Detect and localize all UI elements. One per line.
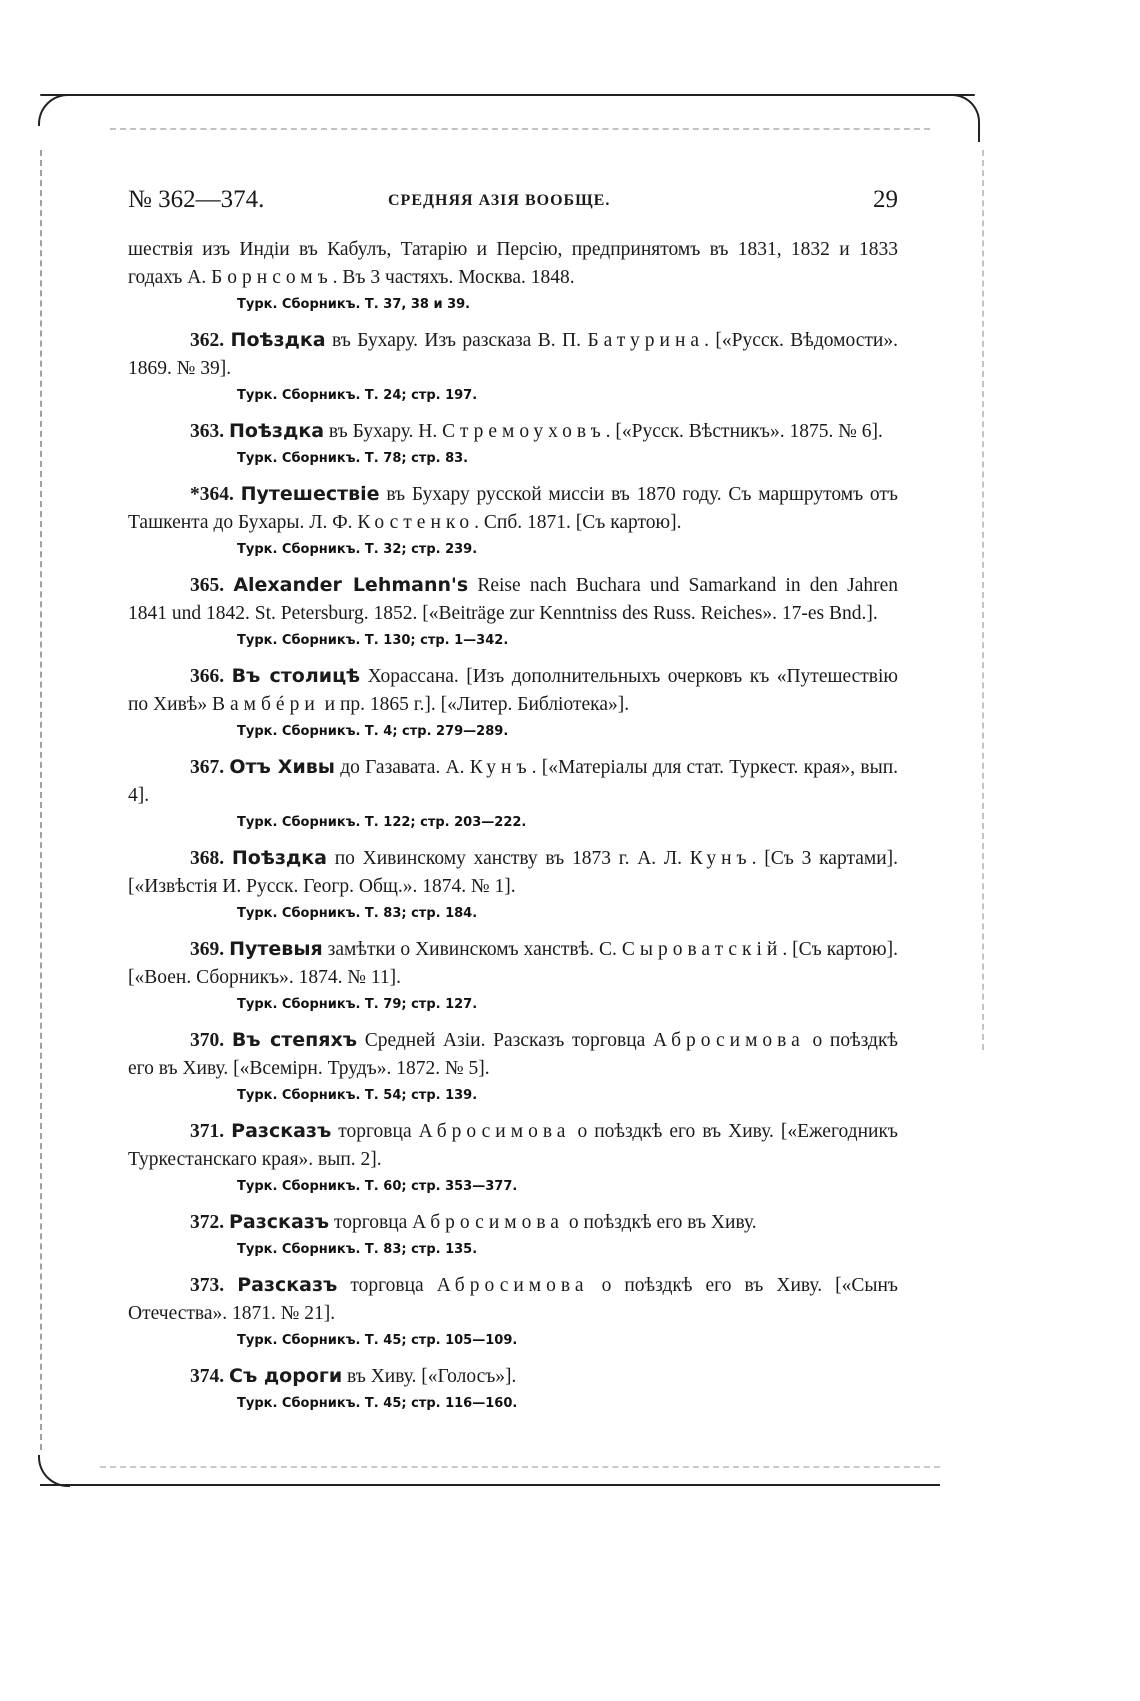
bibliography-entry	[128, 935, 898, 1016]
scan-dash-left	[40, 150, 42, 1450]
entry-text-part: о поѣздкѣ его въ Хиву. [«Сынъ Отечества». 1871. № 21].	[128, 1275, 899, 1324]
entry-number: 370.	[190, 1030, 225, 1051]
entry-keyword: Разсказъ	[231, 1120, 332, 1142]
entry-text	[128, 1362, 898, 1391]
entry-text-part: до Газавата. А.	[334, 757, 470, 778]
entry-source: Турк. Сборникъ. Т. 45; стр. 116—160.	[237, 1396, 518, 1411]
entry-text-part: . Въ 3 частяхъ. Москва. 1848.	[332, 267, 575, 288]
entry-number: 363.	[190, 421, 225, 442]
entry-text-part: . [«Русск. Вѣстникъ». 1875. № 6].	[605, 421, 883, 442]
entry-text-part: . [Съ картою]. [«Воен. Сборникъ». 1874. № 11].	[128, 939, 898, 988]
entry-source: Турк. Сборникъ. Т. 83; стр. 184.	[237, 906, 478, 921]
entry-source: Турк. Сборникъ. Т. 130; стр. 1—342.	[237, 633, 509, 648]
entry-source: Турк. Сборникъ. Т. 83; стр. 135.	[237, 1242, 478, 1257]
entry-text-part: Средней Азіи. Разсказъ торговца	[357, 1030, 653, 1051]
entry-number: 374.	[190, 1366, 225, 1387]
entry-text-part: о поѣздкѣ его въ Хиву.	[563, 1212, 757, 1233]
scan-dash-top	[110, 128, 930, 130]
scan-frame-bottom	[40, 1484, 940, 1486]
entry-author: Кунъ	[689, 848, 752, 869]
bibliography-entry	[128, 1362, 898, 1415]
entry-text-part: о поѣздкѣ его въ Хиву. [«Всемірн. Трудъ». 1872. № 5].	[128, 1030, 899, 1079]
entry-text-part: въ Хиву. [«Голосъ»].	[342, 1366, 517, 1387]
entry-keyword: Поѣздка	[231, 847, 327, 869]
entry-author: Абросимова	[418, 1121, 571, 1142]
entry-text	[128, 417, 898, 446]
scan-dash-bottom	[100, 1466, 940, 1468]
continuation-entry	[128, 236, 898, 316]
bibliography	[128, 236, 898, 1425]
entry-keyword: Въ степяхъ	[231, 1029, 358, 1051]
entry-text-part: въ Бухару русской миссіи въ 1870 году. Съ маршрутомъ отъ Ташкента до Бухары. Л. Ф.	[128, 484, 899, 533]
bibliography-entry	[128, 571, 898, 652]
entry-text-part: Reise nach Buchara und Samarkand in den Jahren 1841 und 1842. St. Petersburg. 1852. [«Beiträge zur Kenntniss des Russ. Reiches». 17-es Bnd.].	[128, 575, 899, 624]
entry-author: Кунъ	[469, 757, 532, 778]
entry-keyword: Разсказъ	[237, 1274, 338, 1296]
bibliography-entry	[128, 326, 898, 407]
entry-text	[128, 1271, 898, 1328]
entry-source: Турк. Сборникъ. Т. 122; стр. 203—222.	[237, 815, 527, 830]
entry-author: Абросимова	[436, 1275, 589, 1296]
entry-text-part: о поѣздкѣ его въ Хиву. [«Ежегодникъ Туркестанскаго края». вып. 2].	[128, 1121, 899, 1170]
entry-text-part: замѣтки о Хивинскомъ ханствѣ. С.	[322, 939, 622, 960]
entry-source: Турк. Сборникъ. Т. 4; стр. 279—289.	[237, 724, 509, 739]
entry-text-part: шествія изъ Индіи въ Кабулъ, Татарію и Персію, предпринятомъ въ 1831, 1832 и 1833 годахъ А.	[128, 239, 898, 288]
entry-number: 373.	[190, 1275, 225, 1296]
entry-source: Турк. Сборникъ. Т. 37, 38 и 39.	[237, 297, 471, 312]
entry-author: Абросимова	[412, 1212, 564, 1233]
entry-text-part: торговца	[329, 1212, 413, 1233]
entry-number: 366.	[190, 666, 225, 687]
bibliography-entry	[128, 844, 898, 925]
scan-frame-top	[40, 94, 975, 96]
entry-keyword: Поѣздка	[230, 329, 326, 351]
scan-frame-corner-left	[38, 94, 70, 126]
entry-number: 371.	[190, 1121, 225, 1142]
entry-text	[128, 844, 898, 901]
entry-text	[128, 753, 898, 810]
entry-source: Турк. Сборникъ. Т. 54; стр. 139.	[237, 1088, 478, 1103]
entry-source: Турк. Сборникъ. Т. 78; стр. 83.	[237, 451, 469, 466]
entry-keyword: Alexander Lehmann's	[233, 574, 469, 596]
entry-number: 372.	[190, 1212, 225, 1233]
entry-keyword: Разсказъ	[229, 1211, 330, 1233]
entry-keyword: Путевыя	[229, 938, 323, 960]
entry-text-part: по Хивинскому ханству въ 1873 г. А. Л.	[326, 848, 690, 869]
entry-author: Сыроватскій	[621, 939, 783, 960]
entry-source: Турк. Сборникъ. Т. 45; стр. 105—109.	[237, 1333, 518, 1348]
entry-text-part: въ Бухару. Изъ разсказа В. П.	[325, 330, 588, 351]
entry-source: Турк. Сборникъ. Т. 60; стр. 353—377.	[237, 1179, 518, 1194]
entry-range: № 362—374.	[128, 186, 265, 213]
entry-text	[128, 1117, 898, 1174]
entry-text	[128, 236, 898, 292]
entry-text	[128, 326, 898, 383]
entry-author: Батурина	[587, 330, 705, 351]
entry-author: Стремоуховъ	[442, 421, 606, 442]
entry-number: 362.	[190, 330, 225, 351]
entry-number: 367.	[190, 757, 225, 778]
entry-number: *364.	[190, 484, 234, 505]
entry-keyword: Отъ Хивы	[229, 756, 335, 778]
entry-author: Костенко	[357, 512, 475, 533]
entry-source: Турк. Сборникъ. Т. 24; стр. 197.	[237, 388, 478, 403]
bibliography-entry	[128, 1271, 898, 1352]
entry-text-part: въ Бухару. Н.	[324, 421, 443, 442]
entry-text	[128, 662, 898, 719]
entry-text-part: торговца	[337, 1275, 437, 1296]
entry-text	[128, 480, 898, 537]
bibliography-entry	[128, 1117, 898, 1198]
section-title: СРЕДНЯЯ АЗІЯ ВООБЩЕ.	[388, 192, 611, 209]
entry-keyword: Въ столицѣ	[231, 665, 361, 687]
entry-number: 368.	[190, 848, 225, 869]
page-header	[128, 186, 898, 216]
entry-text-part: торговца	[331, 1121, 419, 1142]
entry-text	[128, 935, 898, 992]
entry-source: Турк. Сборникъ. Т. 79; стр. 127.	[237, 997, 478, 1012]
entry-author: Вамбéри	[212, 694, 320, 715]
scan-frame-corner-right	[950, 94, 980, 142]
bibliography-entry	[128, 480, 898, 561]
entry-text-part: . [«Матеріалы для стат. Туркест. края», вып. 4].	[128, 757, 898, 806]
entry-text-part: . Спб. 1871. [Съ картою].	[474, 512, 682, 533]
entry-text-part: . [Съ 3 картами]. [«Извѣстія И. Русск. Геогр. Общ.». 1874. № 1].	[128, 848, 898, 897]
entry-text	[128, 1026, 898, 1083]
page-number: 29	[873, 186, 898, 213]
scan-frame-corner-bottom-left	[38, 1455, 70, 1487]
bibliography-entry	[128, 417, 898, 470]
entry-text-part: Хорассана. [Изъ дополнительныхъ очерковъ къ «Путешествію по Хивѣ»	[128, 666, 899, 715]
entry-text-part: и пр. 1865 г.]. [«Литер. Библіотека»].	[319, 694, 630, 715]
entry-number: 365.	[190, 575, 225, 596]
entry-text	[128, 571, 898, 628]
bibliography-entry	[128, 1208, 898, 1261]
entry-keyword: Съ дороги	[229, 1365, 343, 1387]
entry-number: 369.	[190, 939, 225, 960]
bibliography-entry	[128, 662, 898, 743]
entry-source: Турк. Сборникъ. Т. 32; стр. 239.	[237, 542, 478, 557]
scan-dash-right	[982, 150, 984, 1050]
entry-author: Абросимова	[653, 1030, 805, 1051]
entry-text-part: . [«Русск. Вѣдомости». 1869. № 39].	[128, 330, 898, 379]
bibliography-entry	[128, 753, 898, 834]
entry-keyword: Путешествіе	[240, 483, 380, 505]
entry-text	[128, 1208, 898, 1237]
entry-author: Борнсомъ	[211, 267, 333, 288]
entry-keyword: Поѣздка	[229, 420, 325, 442]
bibliography-entry	[128, 1026, 898, 1107]
